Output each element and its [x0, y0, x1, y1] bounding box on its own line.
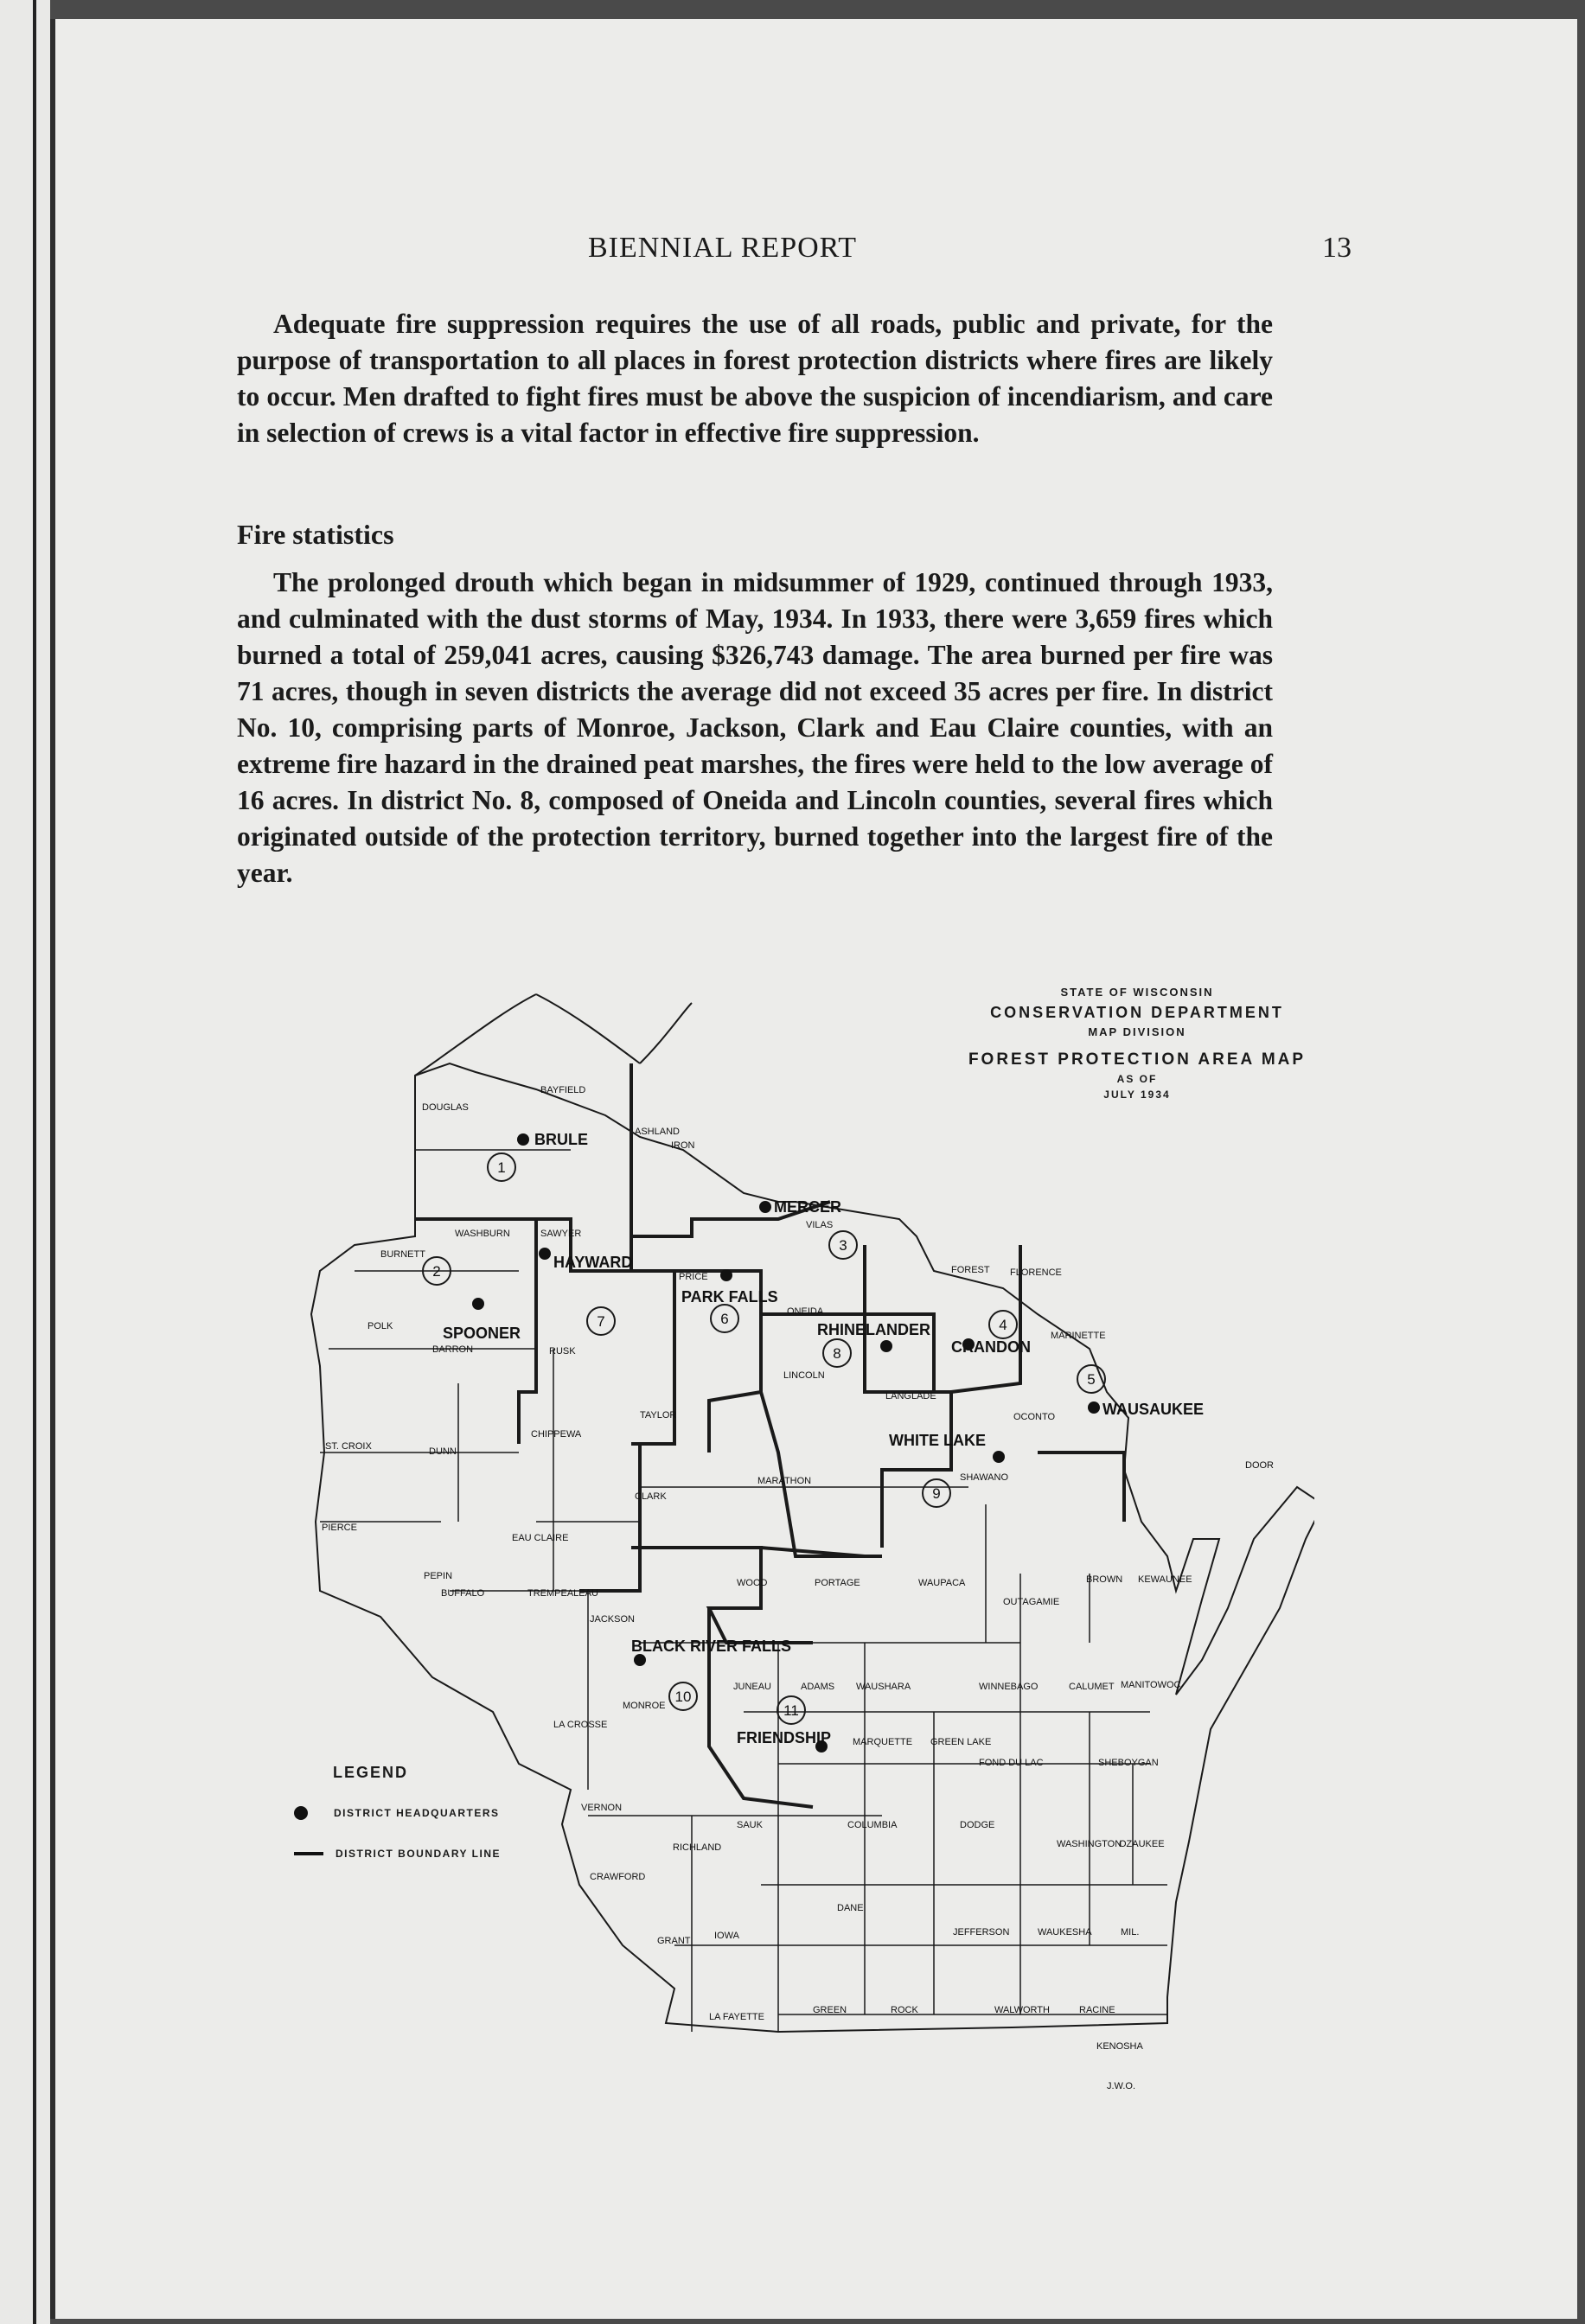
- county-label: RACINE: [1079, 2005, 1115, 2015]
- hq-name: FRIENDSHIP: [737, 1729, 832, 1746]
- wisconsin-map-svg: [259, 986, 1314, 2110]
- hq-dot: [1088, 1401, 1100, 1414]
- paragraph-1: [237, 306, 1273, 451]
- legend-item-headquarters: [294, 1806, 501, 1820]
- county-label: PRICE: [679, 1272, 708, 1282]
- county-label: COLUMBIA: [847, 1820, 898, 1830]
- county-label: PORTAGE: [815, 1578, 860, 1588]
- county-label: CHIPPEWA: [531, 1429, 582, 1440]
- county-label: IOWA: [714, 1931, 739, 1941]
- hq-dot: [880, 1340, 892, 1352]
- county-label: LA CROSSE: [553, 1720, 608, 1730]
- county-label: GREEN LAKE: [930, 1737, 992, 1747]
- legend-label: DISTRICT BOUNDARY LINE: [336, 1848, 502, 1860]
- county-label: WAUPACA: [918, 1578, 966, 1588]
- hq-name: PARK FALLS: [681, 1288, 778, 1306]
- county-label: JACKSON: [590, 1614, 635, 1625]
- hq-name: RHINELANDER: [817, 1321, 931, 1338]
- county-label: DOUGLAS: [422, 1102, 469, 1113]
- hq-dot: [759, 1201, 771, 1213]
- hq-name: SPOONER: [443, 1325, 521, 1342]
- hq-dot: [634, 1654, 646, 1666]
- county-label: TAYLOR: [640, 1410, 677, 1421]
- county-label: VERNON: [581, 1803, 623, 1813]
- paragraph-2: [237, 565, 1273, 891]
- county-label: PIERCE: [322, 1523, 357, 1533]
- county-label: KEWAUNEE: [1138, 1574, 1192, 1585]
- hq-name: WHITE LAKE: [889, 1432, 986, 1449]
- county-label: PEPIN: [424, 1571, 453, 1581]
- county-label: SHAWANO: [960, 1472, 1009, 1483]
- district-number: 6: [720, 1311, 729, 1327]
- hq-dot: [720, 1269, 732, 1281]
- district-number: 8: [833, 1345, 841, 1362]
- county-label: LA FAYETTE: [709, 2012, 764, 2022]
- county-label: DANE: [837, 1903, 864, 1913]
- county-label: FOND DU LAC: [979, 1758, 1044, 1768]
- county-label: LANGLADE: [885, 1391, 936, 1401]
- page-number: 13: [1322, 232, 1352, 264]
- hq-dot: [539, 1248, 551, 1260]
- county-label: BARRON: [432, 1344, 474, 1355]
- county-label: OCONTO: [1013, 1412, 1056, 1422]
- county-label: ASHLAND: [635, 1127, 680, 1137]
- district-number: 10: [674, 1689, 692, 1705]
- hq-name: BRULE: [534, 1131, 588, 1148]
- legend-label: DISTRICT HEADQUARTERS: [334, 1807, 500, 1819]
- county-label: BUFFALO: [441, 1588, 485, 1599]
- hq-name: BLACK RIVER FALLS: [631, 1638, 792, 1655]
- county-label: WASHINGTON: [1057, 1839, 1122, 1849]
- county-label: WALWORTH: [994, 2005, 1050, 2015]
- map-title-line: JULY 1934: [1103, 1089, 1171, 1101]
- county-label: TREMPEALEAU: [527, 1588, 598, 1599]
- county-label: BROWN: [1086, 1574, 1123, 1585]
- map-initials: J.W.O.: [1107, 2081, 1135, 2091]
- county-label: CRAWFORD: [590, 1872, 646, 1882]
- map-title-line: MAP DIVISION: [1088, 1025, 1186, 1038]
- county-label: RUSK: [549, 1346, 576, 1357]
- legend-dot-icon: [294, 1806, 308, 1820]
- county-label: LINCOLN: [783, 1370, 825, 1381]
- county-label: OZAUKEE: [1119, 1839, 1165, 1849]
- county-label: ST. CROIX: [325, 1441, 372, 1452]
- county-label: ONEIDA: [787, 1306, 824, 1317]
- county-label: VILAS: [806, 1220, 834, 1230]
- county-label: SAWYER: [540, 1229, 582, 1239]
- district-number: 1: [497, 1159, 506, 1176]
- paragraph-2-text: The prolonged drouth which began in midsummer of 1929, continued through 1933, and culminated with the dust storms of May, 1934. In 1933, there were 3,659 fires which burned a total of 259,041 acres, causing $326,743 damage. The area burned per fire was 71 acres, though in seven districts the average did not exceed 35 acres per fire. In district No. 10, comprising parts of Monroe, Jackson, Clark and Eau Claire counties, with an extreme fire hazard in the drained peat marshes, the fires were held to the low average of 16 acres. In district No. 8, composed of Oneida and Lincoln counties, several fires which originated outside of the protection territory, burned together into the largest fire of the year.: [237, 567, 1273, 888]
- county-label: OUTAGAMIE: [1003, 1597, 1060, 1607]
- county-label: MARQUETTE: [853, 1737, 913, 1747]
- county-label: DODGE: [960, 1820, 995, 1830]
- county-label: BAYFIELD: [540, 1085, 586, 1095]
- running-title: BIENNIAL REPORT: [588, 232, 858, 264]
- district-number: 9: [932, 1485, 941, 1502]
- county-label: WASHBURN: [455, 1229, 510, 1239]
- map-legend: [294, 1764, 501, 1887]
- map-title-line: FOREST PROTECTION AREA MAP: [968, 1050, 1307, 1069]
- county-label: EAU CLAIRE: [512, 1533, 569, 1543]
- legend-item-boundary: [294, 1848, 501, 1860]
- county-label: GREEN: [813, 2005, 847, 2015]
- county-label: GRANT: [657, 1936, 691, 1946]
- map-title-line: AS OF: [1116, 1073, 1158, 1085]
- county-label: JEFFERSON: [953, 1927, 1010, 1938]
- county-label: WOOD: [737, 1578, 768, 1588]
- county-label: FLORENCE: [1010, 1267, 1062, 1278]
- county-label: CLARK: [635, 1491, 667, 1502]
- district-number: 3: [839, 1237, 847, 1254]
- county-label: WINNEBAGO: [979, 1682, 1039, 1692]
- county-label: SAUK: [737, 1820, 763, 1830]
- county-label: JUNEAU: [733, 1682, 772, 1692]
- county-label: KENOSHA: [1096, 2041, 1143, 2052]
- forest-protection-map: [259, 986, 1314, 2110]
- county-label: SHEBOYGAN: [1098, 1758, 1159, 1768]
- hq-dot: [993, 1451, 1005, 1463]
- county-label: MIL.: [1121, 1927, 1140, 1938]
- map-title-line: CONSERVATION DEPARTMENT: [990, 1004, 1284, 1021]
- paragraph-1-text: Adequate fire suppression requires the use of all roads, public and private, for the purpose of transportation to all places in forest protection districts where fires are likely to occur. Men drafted to fight fires must be above the suspicion of incendiarism, and care in selection of crews is a vital factor in effective fire suppression.: [237, 309, 1273, 448]
- binding-line: [33, 0, 36, 2324]
- county-label: ADAMS: [801, 1682, 835, 1692]
- county-label: FOREST: [951, 1265, 990, 1275]
- hq-name: HAYWARD: [553, 1254, 633, 1271]
- county-label: MARINETTE: [1051, 1331, 1106, 1341]
- map-title-line: STATE OF WISCONSIN: [1060, 986, 1214, 999]
- hq-name: CRANDON: [951, 1338, 1031, 1356]
- county-label: MONROE: [623, 1701, 666, 1711]
- county-label: ROCK: [891, 2005, 918, 2015]
- hq-dot: [472, 1298, 484, 1310]
- county-label: IRON: [671, 1140, 695, 1151]
- county-label: BURNETT: [380, 1249, 425, 1260]
- county-label: DUNN: [429, 1446, 457, 1457]
- hq-name: MERCER: [774, 1198, 842, 1216]
- district-number: 2: [432, 1263, 441, 1280]
- hq-name: WAUSAUKEE: [1102, 1401, 1205, 1418]
- district-number: 4: [999, 1317, 1007, 1333]
- hq-dot: [517, 1133, 529, 1146]
- county-label: WAUSHARA: [856, 1682, 911, 1692]
- district-number: 11: [783, 1702, 799, 1719]
- county-label: MANITOWOC: [1121, 1680, 1181, 1690]
- county-label: CALUMET: [1069, 1682, 1115, 1692]
- district-number: 7: [597, 1313, 605, 1330]
- section-heading: Fire statistics: [237, 519, 394, 550]
- legend-title: LEGEND: [333, 1764, 409, 1781]
- county-label: RICHLAND: [673, 1842, 722, 1853]
- page-binding: [0, 0, 50, 2324]
- county-label: WAUKESHA: [1038, 1927, 1092, 1938]
- lake-shore: [415, 994, 692, 1076]
- county-label: POLK: [367, 1321, 393, 1331]
- county-label: DOOR: [1245, 1460, 1274, 1471]
- legend-line-icon: [294, 1852, 323, 1855]
- county-label: MARATHON: [757, 1476, 812, 1486]
- district-number: 5: [1087, 1371, 1096, 1388]
